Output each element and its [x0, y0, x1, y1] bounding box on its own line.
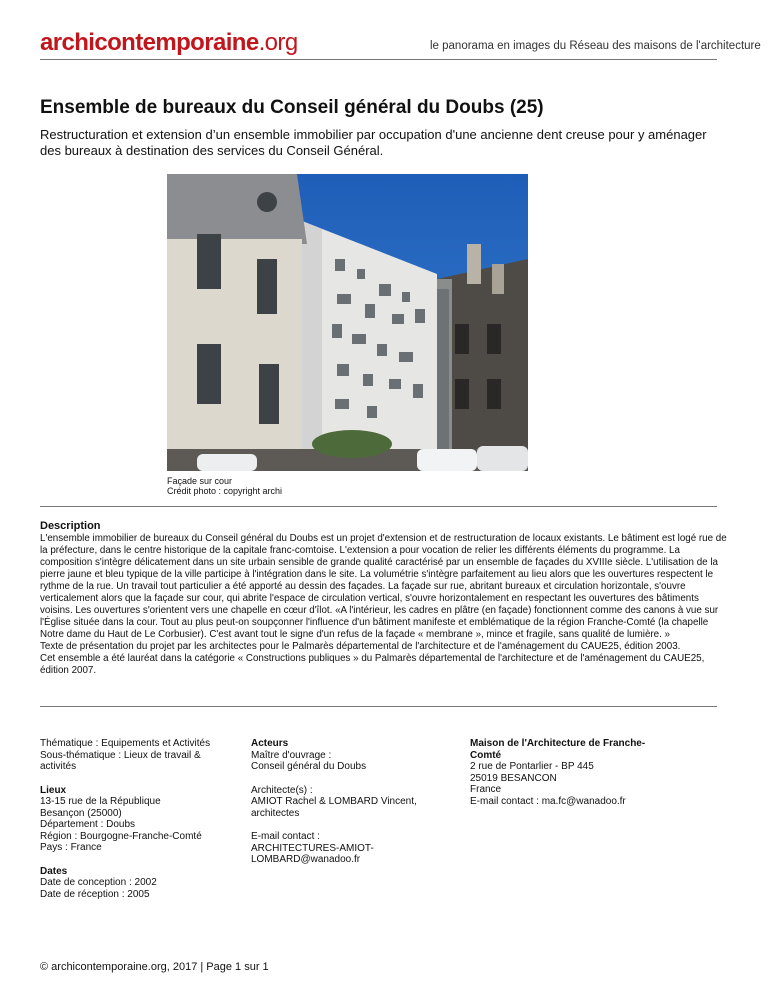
caption-text: Façade sur cour: [167, 476, 233, 486]
lieux-heading: Lieux: [40, 784, 67, 796]
info-column: [40, 738, 230, 900]
maison-column: [470, 738, 665, 807]
project-photo: [167, 174, 528, 471]
departement: Département : Doubs: [40, 819, 136, 830]
maison-heading: Maison de l'Architecture de Franche-Comté: [470, 738, 646, 761]
maitre-ouvrage-label: Maître d'ouvrage :: [251, 749, 332, 761]
description-body: [40, 533, 730, 677]
description-paragraph: L'ensemble immobilier de bureaux du Conseil général du Doubs est un projet d'extension et de restructuration de locaux existants. Le bâtiment est logé rue de la préfecture, dans le centre historique de la capitale franc-comtoise. L'extension a pour vocation de relier les différents éléments du programme. La composition s'intègre délicatement dans un site urbain sensible de grande qualité caractérisé par un ensemble de façades du XVIIIe siècle. L'utilisation de la pierre jaune et bleu typique de la ville participe à l'intégration dans le site. La volumétrie s'intègre parfaitement au lieu alors que les ouvertures respectent le rythme de la rue. Un travail tout particulier a été apporté au dessin des façades. La façade sur rue, abritant bureaux et circulation horizontale, s'ouvre verticalement alors que la façade sur cour, qui abrite l'espace de circulation vertical, s'ouvre horizontalement en respectant les ouvertures des bâtiments voisins. Les ouvertures s'orientent vers une chapelle en cœur d'îlot. «A l'intérieur, les cadres en plâtre (en façade) fonctionnent comme des canons à vue sur l'Église située dans la cour. Tout au plus peut-on soupçonner l'influence d'un bâtiment manifeste et emblématique de la région Franche-Comté (la chapelle Notre dame du Haut de Le Corbusier). C'est avant tout le signe d'un refus de la façade « membrane », mince et fragile, sans qualité de lumière. »: [40, 533, 727, 640]
acteurs-heading: Acteurs: [251, 738, 289, 749]
description-paragraph: Texte de présentation du projet par les architectes pour le Palmarès départemental de l'architecture et de l'aménagement du CAUE25, édition 2003.: [40, 641, 681, 652]
pays: Pays : France: [40, 842, 102, 853]
sous-thematique: Sous-thématique : Lieux de travail & activités: [40, 749, 201, 772]
logo-contemporaine: contemporaine: [94, 29, 259, 56]
acteurs-column: [251, 738, 441, 866]
site-logo[interactable]: [40, 29, 298, 57]
page-title: Ensemble de bureaux du Conseil général du Doubs (25): [40, 97, 544, 118]
photo-credit: Crédit photo : copyright archi: [167, 486, 283, 496]
section-divider: [40, 706, 717, 707]
photo-caption: [167, 476, 282, 496]
maison-city: 25019 BESANCON: [470, 772, 557, 784]
page-footer: © archicontemporaine.org, 2017 | Page 1 sur 1: [40, 961, 269, 973]
maison-country: France: [470, 784, 502, 795]
architecte-label: Architecte(s) :: [251, 784, 313, 796]
thematique: Thématique : Equipements et Activités: [40, 738, 211, 749]
description-heading: Description: [40, 520, 101, 532]
date-reception: Date de réception : 2005: [40, 888, 150, 900]
email-link[interactable]: ARCHITECTURES-AMIOT-LOMBARD@wanadoo.fr: [251, 842, 374, 865]
building-facade-image: [167, 174, 528, 471]
header-divider: [40, 59, 717, 60]
city: Besançon (25000): [40, 807, 122, 819]
region: Région : Bourgogne-Franche-Comté: [40, 830, 202, 842]
logo-archi: archi: [40, 29, 95, 56]
maison-street: 2 rue de Pontarlier - BP 445: [470, 761, 594, 772]
page-subtitle: Restructuration et extension d’un ensemble immobilier par occupation d'une ancienne dent creuse pour y aménager des bureaux à destination des services du Conseil Général.: [40, 127, 707, 158]
description-paragraph: Cet ensemble a été lauréat dans la catégorie « Constructions publiques » du Palmarès départemental de l'architecture et de l'aménagement du CAUE25, édition 2007.: [40, 653, 705, 676]
address: 13-15 rue de la République: [40, 796, 161, 807]
maison-email[interactable]: E-mail contact : ma.fc@wanadoo.fr: [470, 795, 626, 807]
tagline: le panorama en images du Réseau des maisons de l'architecture: [430, 40, 761, 52]
maitre-ouvrage-value: Conseil général du Doubs: [251, 761, 367, 772]
architecte-value: AMIOT Rachel & LOMBARD Vincent, architectes: [251, 796, 417, 819]
date-conception: Date de conception : 2002: [40, 877, 157, 888]
dates-heading: Dates: [40, 865, 68, 877]
section-divider: [40, 506, 717, 507]
logo-org: .org: [258, 29, 298, 56]
email-label: E-mail contact :: [251, 831, 320, 842]
